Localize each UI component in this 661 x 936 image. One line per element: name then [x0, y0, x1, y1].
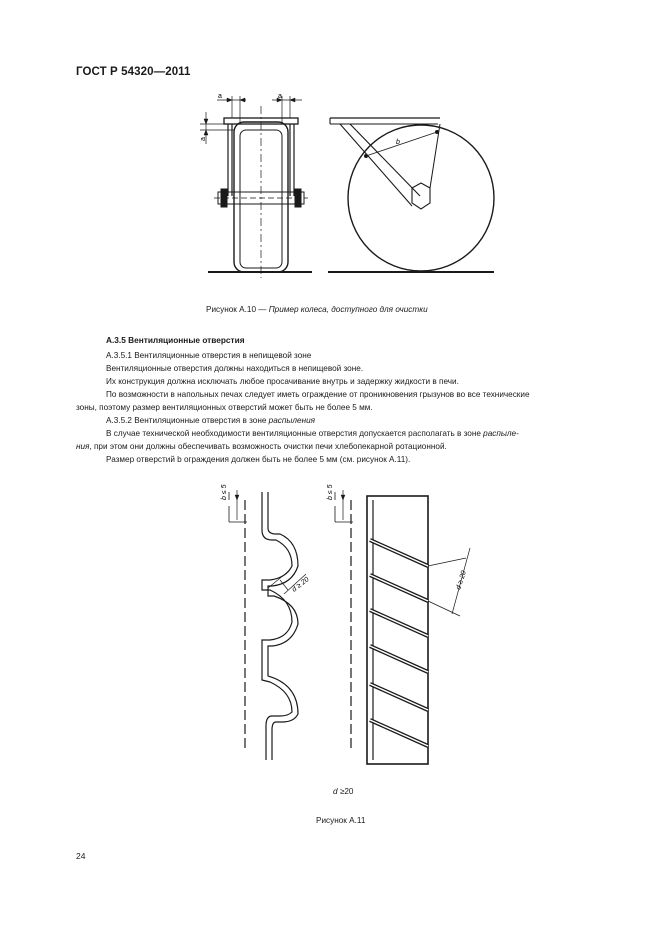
- subsection-1-title: А.3.5.1 Вентиляционные отверстия в непищевой зоне: [106, 351, 312, 360]
- page-number: 24: [76, 851, 86, 861]
- dim-label-a-top: a: [218, 93, 222, 100]
- figure-a11-caption: Рисунок А.11: [316, 816, 366, 825]
- subsection-2-title-prefix: А.3.5.2 Вентиляционные отверстия в зоне: [106, 416, 269, 425]
- paragraph-3-line-1: По возможности в напольных печах следует иметь ограждение от проникновения грызунов во все технические: [106, 390, 530, 399]
- paragraph-2: Их конструкция должна исключать любое просачивание внутрь и задержку жидкости в печи.: [106, 377, 459, 386]
- paragraph-4-line-2-italic: ния: [76, 442, 90, 451]
- paragraph-3-line-2: зоны, поэтому размер вентиляционных отверстий может быть не более 5 мм.: [76, 403, 373, 412]
- figure-a10-caption-num: Рисунок А.10 —: [206, 305, 269, 314]
- label-b-le-5-right: b ≤ 5: [327, 484, 334, 500]
- formula-variable: d: [333, 787, 338, 796]
- paragraph-5: Размер отверстий b ограждения должен быть не более 5 мм (см. рисунок А.11).: [106, 455, 411, 464]
- section-heading: А.3.5 Вентиляционные отверстия: [106, 335, 245, 345]
- paragraph-4-line-1-italic: распыле-: [483, 429, 519, 438]
- subsection-2-title-italic: распыления: [268, 416, 316, 425]
- figure-a11-formula: [333, 787, 353, 796]
- label-b-le-5-left: b ≤ 5: [221, 484, 228, 500]
- guard-louver-right: [335, 490, 470, 764]
- label-d-ge-20-left: d ≥ 20: [290, 576, 311, 594]
- dim-label-b: b: [396, 139, 400, 146]
- figure-a10-caption-text: Пример колеса, доступного для очистки: [268, 305, 428, 314]
- dim-label-a-top-right: a: [278, 93, 282, 100]
- paragraph-4-line-2-text: , при этом они должны обеспечивать возможность очистки печи хлебопекарной ротационной.: [89, 442, 447, 451]
- label-d-ge-20-right: d ≥ 20: [455, 569, 468, 591]
- formula-condition: ≥20: [337, 787, 354, 796]
- paragraph-4-line-1-text: В случае технической необходимости вентиляционные отверстия допускается располагать в зоне: [106, 429, 484, 438]
- document-header: ГОСТ Р 54320—2011: [76, 66, 191, 78]
- dim-label-a-side: a: [200, 137, 207, 141]
- paragraph-1: Вентиляционные отверстия должны находиться в непищевой зоне.: [106, 364, 364, 373]
- guard-profile-left: [229, 490, 306, 760]
